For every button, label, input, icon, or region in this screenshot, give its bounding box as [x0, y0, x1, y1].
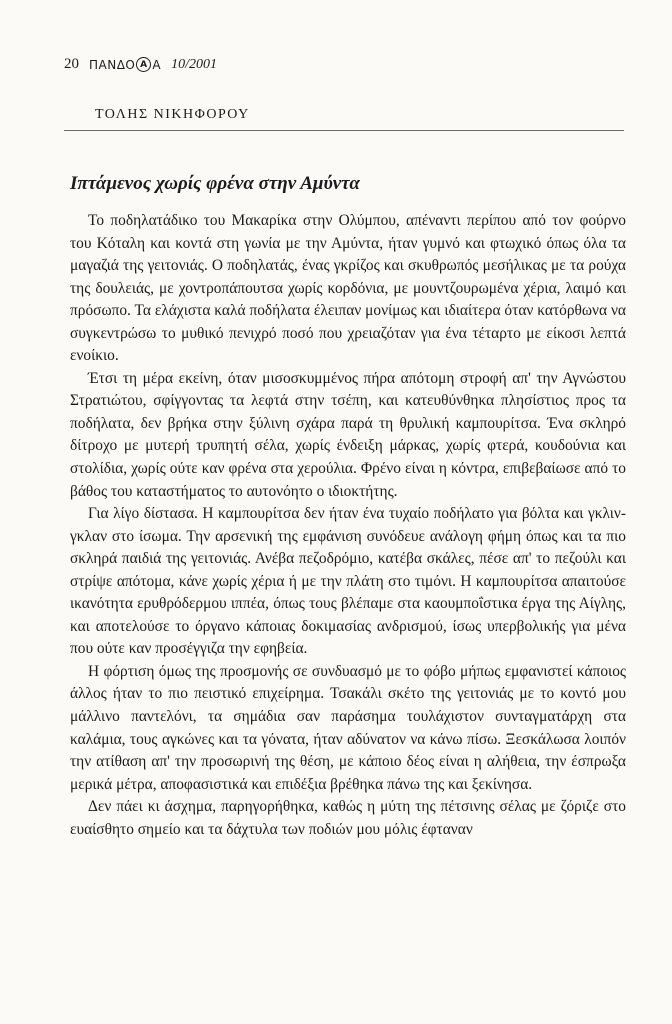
paragraph: Το ποδηλατάδικο του Μακαρίκα στην Ολύμπου, απέναντι περίπου από τον φούρνο του Κόταλη και κοντά στη γωνία με την Αμύντα, ήταν γυμνό και φτωχικό όπως όλα τα μαγαζιά της γειτονιάς. Ο ποδηλατάς, ένας γκρίζος και σκυθρωπός μεσήλικας με τα ρούχα της δουλειάς, με χοντροπάπουτσα χωρίς κορδόνια, με μουντζουρωμένα χέρια, λαιμό και πρόσωπο. Τα ελάχιστα καλά ποδήλατα έλειπαν μονίμως και ιδιαίτερα όταν κατόρθωνα να συγκεντρώσω το μυθικό πενιχρό ποσό που χρειαζόταν για ένα τέταρτο με είκοσι λεπτά ενοίκιο.: [70, 212, 626, 365]
running-head: [64, 56, 217, 73]
magazine-name-prefix: ΠΑΝΔΟ: [89, 57, 136, 72]
article-body: [70, 210, 626, 841]
paragraph: Για λίγο δίστασα. Η καμπουρίτσα δεν ήταν ένα τυχαίο ποδήλατο για βόλτα και γκλιν-γκλαν στο ίσωμα. Την αρσενική της εμφάνιση συνόδευε ανάλογη φήμη όπως και τα πιο σκληρά παιδιά της γειτονιάς. Ανέβα πεζοδρόμιο, κατέβα σκάλες, πέσε απ' το πεζούλι και στρίψε απότομα, κάνε χωρίς χέρια ή με την πλάτη στο τιμόνι. Η καμπουρίτσα απαιτούσε ικανότητα ερυθρόδερμου ιππέα, όπως τους βλέπαμε στα καουμποΐστικα έργα της Αίγλης, και αποτελούσε το όργανο κάποιας δοκιμασίας ανδρισμού, ίσως υπερβολικής για μένα που ούτε καν προσέγγιζα την εφηβεία.: [70, 505, 626, 658]
page-number: 20: [64, 56, 79, 72]
author-name: ΤΟΛΗΣ ΝΙΚΗΦΟΡΟΥ: [95, 107, 250, 122]
header-divider: [64, 130, 624, 131]
article-title: Ιπτάμενος χωρίς φρένα στην Αμύντα: [70, 173, 360, 194]
paragraph: Η φόρτιση όμως της προσμονής σε συνδυασμό με το φόβο μήπως εμφανιστεί κάποιος άλλος ήταν το πιο πειστικό επιχείρημα. Τσακάλι σκέτο της γειτονιάς με το κοντό μου μάλλινο παντελόνι, τα σημάδια σαν παράσημα τουλάχιστον συνταγματάρχη στα καλάμια, τους αγκώνες και τα γόνατα, ήταν αδύνατον να κάνω πίσω. Ξεσκάλωσα λοιπόν την ατίθαση απ' την προσωρινή της θέση, με κάποιο δέος είναι η αλήθεια, την έσπρωξα μερικά μέτρα, αποφασιστικά και επιδέξια βρέθηκα πάνω της και ξεκίνησα.: [70, 662, 626, 793]
magazine-logo-icon: Α: [136, 57, 151, 72]
magazine-name-suffix: Α: [152, 57, 162, 72]
paragraph: Έτσι τη μέρα εκείνη, όταν μισοσκυμμένος πήρα απότομη στροφή απ' την Αγνώστου Στρατιώτου, σφίγγοντας τα λεφτά στην τσέπη, και κατευθύνθηκα πλησίστιος προς τα ποδήλατα, δεν βρήκα στην ξύλινη σχάρα παρά τη θρυλική καμπουρίτσα. Ένα σκληρό δίτροχο με μυτερή τρυπητή σέλα, χωρίς ένδειξη μάρκας, χωρίς φτερά, κουδούνια και στολίδια, χωρίς ούτε καν φρένα στα χερούλια. Φρένο είναι η κόντρα, επιβεβαίωσε από το βάθος του καταστήματος το αυτονόητο ο ιδιοκτήτης.: [70, 369, 626, 500]
magazine-name: [89, 57, 161, 72]
issue-date: 10/2001: [171, 56, 217, 72]
paragraph: Δεν πάει κι άσχημα, παρηγορήθηκα, καθώς η μύτη της πέτσινης σέλας με ζόριζε στο ευαίσθητο σημείο και τα δάχτυλα των ποδιών μου μόλις έφταναν: [70, 798, 626, 838]
